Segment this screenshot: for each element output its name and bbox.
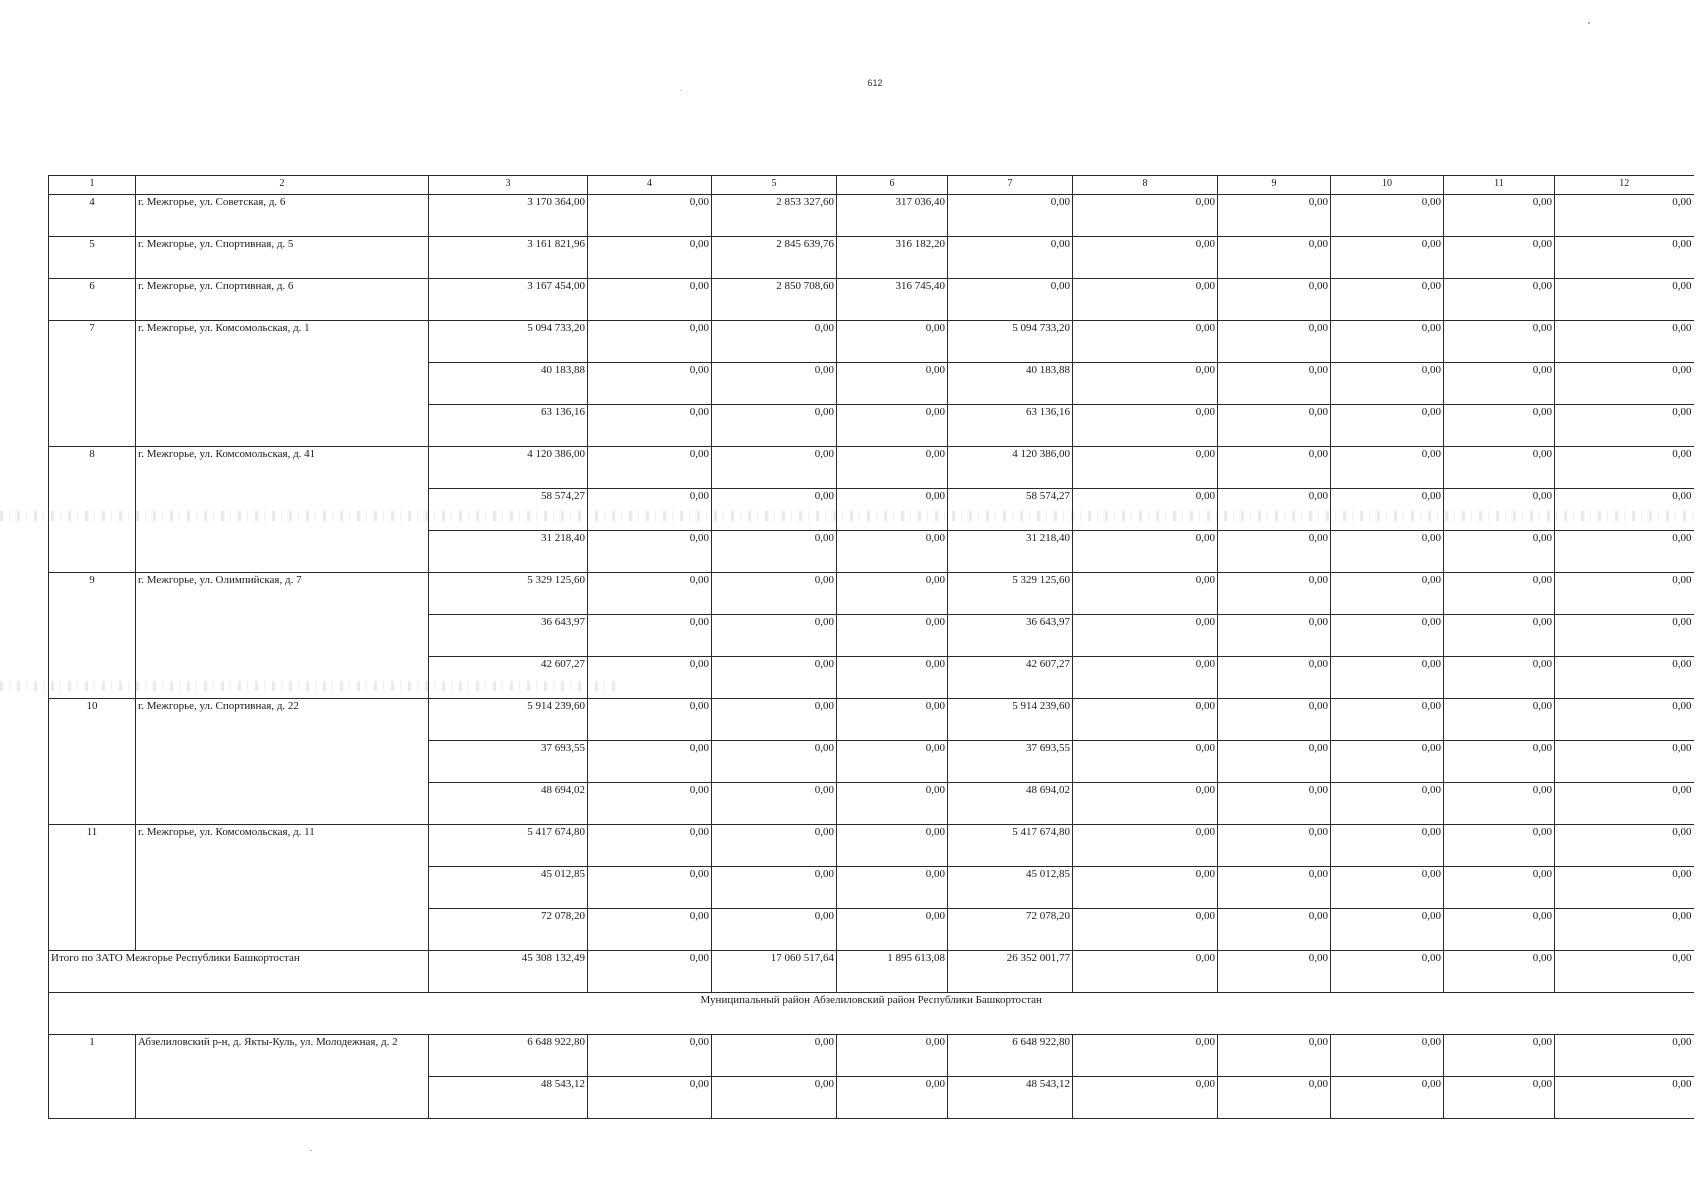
value-cell: 0,00 bbox=[712, 321, 837, 363]
value-cell: 48 543,12 bbox=[948, 1077, 1073, 1119]
total-value: 0,00 bbox=[1331, 951, 1444, 993]
value-cell: 0,00 bbox=[1444, 405, 1555, 447]
value-cell: 0,00 bbox=[1331, 1077, 1444, 1119]
value-cell: 0,00 bbox=[712, 489, 837, 531]
row-number: 8 bbox=[49, 447, 136, 573]
value-cell: 0,00 bbox=[837, 405, 948, 447]
value-cell: 0,00 bbox=[1073, 321, 1218, 363]
value-cell: 0,00 bbox=[588, 1035, 712, 1077]
value-cell: 0,00 bbox=[1444, 195, 1555, 237]
address-cell: г. Межгорье, ул. Олимпийская, д. 7 bbox=[136, 573, 429, 699]
value-cell: 0,00 bbox=[588, 531, 712, 573]
value-cell: 0,00 bbox=[712, 615, 837, 657]
section-heading: Муниципальный район Абзелиловский район Республики Башкортостан bbox=[49, 993, 1694, 1035]
value-cell: 0,00 bbox=[1555, 657, 1694, 699]
value-cell: 42 607,27 bbox=[429, 657, 588, 699]
table-row bbox=[49, 1035, 1694, 1077]
address-cell: г. Межгорье, ул. Спортивная, д. 22 bbox=[136, 699, 429, 825]
row-number: 1 bbox=[49, 1035, 136, 1119]
value-cell: 48 694,02 bbox=[429, 783, 588, 825]
value-cell: 0,00 bbox=[712, 867, 837, 909]
scan-speck bbox=[1588, 22, 1590, 24]
value-cell: 72 078,20 bbox=[948, 909, 1073, 951]
column-header: 8 bbox=[1073, 176, 1218, 195]
value-cell: 0,00 bbox=[837, 699, 948, 741]
value-cell: 0,00 bbox=[1331, 909, 1444, 951]
value-cell: 0,00 bbox=[1331, 657, 1444, 699]
value-cell: 0,00 bbox=[1555, 447, 1694, 489]
value-cell: 2 845 639,76 bbox=[712, 237, 837, 279]
value-cell: 48 543,12 bbox=[429, 1077, 588, 1119]
row-number: 9 bbox=[49, 573, 136, 699]
value-cell: 0,00 bbox=[712, 909, 837, 951]
value-cell: 0,00 bbox=[1444, 909, 1555, 951]
value-cell: 6 648 922,80 bbox=[948, 1035, 1073, 1077]
value-cell: 0,00 bbox=[1555, 279, 1694, 321]
value-cell: 40 183,88 bbox=[948, 363, 1073, 405]
value-cell: 2 850 708,60 bbox=[712, 279, 837, 321]
value-cell: 31 218,40 bbox=[948, 531, 1073, 573]
scan-speck bbox=[680, 90, 681, 91]
value-cell: 31 218,40 bbox=[429, 531, 588, 573]
value-cell: 0,00 bbox=[1073, 195, 1218, 237]
value-cell: 0,00 bbox=[712, 825, 837, 867]
value-cell: 0,00 bbox=[1218, 405, 1331, 447]
value-cell: 36 643,97 bbox=[948, 615, 1073, 657]
value-cell: 72 078,20 bbox=[429, 909, 588, 951]
value-cell: 0,00 bbox=[1331, 363, 1444, 405]
table-row bbox=[49, 447, 1694, 489]
value-cell: 45 012,85 bbox=[948, 867, 1073, 909]
value-cell: 0,00 bbox=[1331, 615, 1444, 657]
value-cell: 5 094 733,20 bbox=[429, 321, 588, 363]
row-number: 11 bbox=[49, 825, 136, 951]
value-cell: 0,00 bbox=[1444, 363, 1555, 405]
column-header: 3 bbox=[429, 176, 588, 195]
address-cell: г. Межгорье, ул. Комсомольская, д. 11 bbox=[136, 825, 429, 951]
value-cell: 0,00 bbox=[837, 615, 948, 657]
value-cell: 316 745,40 bbox=[837, 279, 948, 321]
value-cell: 0,00 bbox=[1218, 825, 1331, 867]
value-cell: 0,00 bbox=[1444, 657, 1555, 699]
value-cell: 0,00 bbox=[1331, 867, 1444, 909]
value-cell: 0,00 bbox=[1555, 909, 1694, 951]
value-cell: 0,00 bbox=[1555, 405, 1694, 447]
value-cell: 0,00 bbox=[1555, 237, 1694, 279]
value-cell: 0,00 bbox=[1444, 1035, 1555, 1077]
value-cell: 0,00 bbox=[1073, 657, 1218, 699]
value-cell: 0,00 bbox=[1555, 615, 1694, 657]
value-cell: 36 643,97 bbox=[429, 615, 588, 657]
value-cell: 0,00 bbox=[1218, 573, 1331, 615]
total-row bbox=[49, 951, 1694, 993]
total-value: 0,00 bbox=[1073, 951, 1218, 993]
value-cell: 0,00 bbox=[837, 657, 948, 699]
value-cell: 3 170 364,00 bbox=[429, 195, 588, 237]
scan-speck bbox=[310, 1150, 312, 1151]
value-cell: 5 417 674,80 bbox=[948, 825, 1073, 867]
value-cell: 0,00 bbox=[588, 699, 712, 741]
value-cell: 0,00 bbox=[1218, 237, 1331, 279]
value-cell: 0,00 bbox=[712, 699, 837, 741]
value-cell: 0,00 bbox=[1073, 1035, 1218, 1077]
value-cell: 0,00 bbox=[1218, 1035, 1331, 1077]
value-cell: 42 607,27 bbox=[948, 657, 1073, 699]
value-cell: 0,00 bbox=[588, 405, 712, 447]
table-row bbox=[49, 237, 1694, 279]
value-cell: 0,00 bbox=[712, 405, 837, 447]
value-cell: 0,00 bbox=[948, 237, 1073, 279]
value-cell: 0,00 bbox=[1218, 279, 1331, 321]
value-cell: 0,00 bbox=[1218, 615, 1331, 657]
value-cell: 0,00 bbox=[1444, 699, 1555, 741]
value-cell: 0,00 bbox=[1073, 531, 1218, 573]
value-cell: 0,00 bbox=[1073, 489, 1218, 531]
column-header: 4 bbox=[588, 176, 712, 195]
value-cell: 0,00 bbox=[1218, 363, 1331, 405]
value-cell: 0,00 bbox=[1444, 867, 1555, 909]
value-cell: 0,00 bbox=[1555, 867, 1694, 909]
value-cell: 0,00 bbox=[1331, 321, 1444, 363]
value-cell: 0,00 bbox=[1555, 825, 1694, 867]
total-value: 0,00 bbox=[1555, 951, 1694, 993]
value-cell: 37 693,55 bbox=[429, 741, 588, 783]
value-cell: 0,00 bbox=[1073, 573, 1218, 615]
total-value: 0,00 bbox=[1218, 951, 1331, 993]
value-cell: 58 574,27 bbox=[948, 489, 1073, 531]
value-cell: 0,00 bbox=[1073, 825, 1218, 867]
table-row bbox=[49, 279, 1694, 321]
value-cell: 0,00 bbox=[588, 825, 712, 867]
value-cell: 317 036,40 bbox=[837, 195, 948, 237]
address-cell: г. Межгорье, ул. Комсомольская, д. 1 bbox=[136, 321, 429, 447]
value-cell: 0,00 bbox=[1444, 741, 1555, 783]
value-cell: 0,00 bbox=[837, 1035, 948, 1077]
value-cell: 0,00 bbox=[588, 279, 712, 321]
value-cell: 0,00 bbox=[588, 1077, 712, 1119]
value-cell: 0,00 bbox=[1555, 531, 1694, 573]
value-cell: 0,00 bbox=[948, 279, 1073, 321]
value-cell: 0,00 bbox=[712, 531, 837, 573]
value-cell: 0,00 bbox=[837, 489, 948, 531]
value-cell: 63 136,16 bbox=[429, 405, 588, 447]
value-cell: 0,00 bbox=[1555, 363, 1694, 405]
column-header: 2 bbox=[136, 176, 429, 195]
value-cell: 6 648 922,80 bbox=[429, 1035, 588, 1077]
value-cell: 0,00 bbox=[588, 615, 712, 657]
value-cell: 5 914 239,60 bbox=[429, 699, 588, 741]
value-cell: 0,00 bbox=[712, 1035, 837, 1077]
value-cell: 0,00 bbox=[1218, 1077, 1331, 1119]
value-cell: 0,00 bbox=[837, 867, 948, 909]
value-cell: 0,00 bbox=[1073, 363, 1218, 405]
value-cell: 0,00 bbox=[1331, 825, 1444, 867]
total-value: 26 352 001,77 bbox=[948, 951, 1073, 993]
value-cell: 0,00 bbox=[588, 321, 712, 363]
value-cell: 0,00 bbox=[837, 783, 948, 825]
value-cell: 0,00 bbox=[1218, 867, 1331, 909]
value-cell: 0,00 bbox=[1218, 531, 1331, 573]
data-table bbox=[48, 175, 1694, 1119]
value-cell: 0,00 bbox=[1331, 531, 1444, 573]
value-cell: 3 167 454,00 bbox=[429, 279, 588, 321]
total-label: Итого по ЗАТО Межгорье Республики Башкортостан bbox=[49, 951, 429, 993]
value-cell: 0,00 bbox=[1331, 1035, 1444, 1077]
column-header: 11 bbox=[1444, 176, 1555, 195]
value-cell: 0,00 bbox=[588, 909, 712, 951]
table-row bbox=[49, 699, 1694, 741]
value-cell: 0,00 bbox=[712, 447, 837, 489]
address-cell: г. Межгорье, ул. Спортивная, д. 6 bbox=[136, 279, 429, 321]
value-cell: 0,00 bbox=[1218, 447, 1331, 489]
value-cell: 0,00 bbox=[588, 573, 712, 615]
value-cell: 0,00 bbox=[1218, 699, 1331, 741]
value-cell: 0,00 bbox=[1073, 867, 1218, 909]
value-cell: 0,00 bbox=[1218, 741, 1331, 783]
value-cell: 2 853 327,60 bbox=[712, 195, 837, 237]
value-cell: 0,00 bbox=[1331, 195, 1444, 237]
value-cell: 0,00 bbox=[1444, 279, 1555, 321]
value-cell: 0,00 bbox=[1331, 741, 1444, 783]
value-cell: 0,00 bbox=[1444, 573, 1555, 615]
value-cell: 0,00 bbox=[1444, 237, 1555, 279]
value-cell: 0,00 bbox=[712, 657, 837, 699]
value-cell: 0,00 bbox=[1073, 1077, 1218, 1119]
value-cell: 0,00 bbox=[837, 825, 948, 867]
value-cell: 5 417 674,80 bbox=[429, 825, 588, 867]
header-row bbox=[49, 176, 1694, 195]
row-number: 7 bbox=[49, 321, 136, 447]
value-cell: 0,00 bbox=[1331, 783, 1444, 825]
value-cell: 0,00 bbox=[1073, 909, 1218, 951]
value-cell: 0,00 bbox=[588, 237, 712, 279]
value-cell: 48 694,02 bbox=[948, 783, 1073, 825]
value-cell: 0,00 bbox=[837, 363, 948, 405]
value-cell: 0,00 bbox=[588, 489, 712, 531]
table-row bbox=[49, 573, 1694, 615]
table-row bbox=[49, 195, 1694, 237]
value-cell: 0,00 bbox=[1331, 279, 1444, 321]
value-cell: 4 120 386,00 bbox=[429, 447, 588, 489]
row-number: 6 bbox=[49, 279, 136, 321]
value-cell: 0,00 bbox=[1073, 783, 1218, 825]
value-cell: 0,00 bbox=[1444, 321, 1555, 363]
row-number: 5 bbox=[49, 237, 136, 279]
value-cell: 0,00 bbox=[1073, 699, 1218, 741]
value-cell: 0,00 bbox=[712, 573, 837, 615]
value-cell: 0,00 bbox=[1444, 615, 1555, 657]
total-value: 0,00 bbox=[1444, 951, 1555, 993]
value-cell: 0,00 bbox=[1331, 573, 1444, 615]
value-cell: 0,00 bbox=[588, 783, 712, 825]
value-cell: 0,00 bbox=[1444, 489, 1555, 531]
section-row bbox=[49, 993, 1694, 1035]
value-cell: 0,00 bbox=[588, 741, 712, 783]
value-cell: 0,00 bbox=[1218, 195, 1331, 237]
value-cell: 0,00 bbox=[1444, 531, 1555, 573]
value-cell: 0,00 bbox=[1555, 741, 1694, 783]
value-cell: 0,00 bbox=[1073, 741, 1218, 783]
value-cell: 0,00 bbox=[1444, 825, 1555, 867]
value-cell: 0,00 bbox=[837, 573, 948, 615]
value-cell: 0,00 bbox=[948, 195, 1073, 237]
value-cell: 4 120 386,00 bbox=[948, 447, 1073, 489]
value-cell: 0,00 bbox=[1073, 279, 1218, 321]
value-cell: 5 094 733,20 bbox=[948, 321, 1073, 363]
value-cell: 58 574,27 bbox=[429, 489, 588, 531]
total-value: 1 895 613,08 bbox=[837, 951, 948, 993]
row-number: 4 bbox=[49, 195, 136, 237]
value-cell: 5 914 239,60 bbox=[948, 699, 1073, 741]
value-cell: 0,00 bbox=[1444, 783, 1555, 825]
value-cell: 0,00 bbox=[1555, 573, 1694, 615]
value-cell: 0,00 bbox=[712, 1077, 837, 1119]
page-number: 612 bbox=[867, 78, 883, 88]
value-cell: 0,00 bbox=[1331, 237, 1444, 279]
column-header: 7 bbox=[948, 176, 1073, 195]
table-row bbox=[49, 825, 1694, 867]
value-cell: 0,00 bbox=[1555, 699, 1694, 741]
value-cell: 0,00 bbox=[1073, 237, 1218, 279]
column-header: 12 bbox=[1555, 176, 1694, 195]
value-cell: 0,00 bbox=[588, 363, 712, 405]
row-number: 10 bbox=[49, 699, 136, 825]
value-cell: 0,00 bbox=[1555, 489, 1694, 531]
value-cell: 0,00 bbox=[837, 531, 948, 573]
value-cell: 5 329 125,60 bbox=[948, 573, 1073, 615]
value-cell: 0,00 bbox=[1331, 447, 1444, 489]
value-cell: 5 329 125,60 bbox=[429, 573, 588, 615]
value-cell: 0,00 bbox=[712, 741, 837, 783]
value-cell: 0,00 bbox=[1331, 699, 1444, 741]
value-cell: 0,00 bbox=[837, 447, 948, 489]
value-cell: 0,00 bbox=[712, 363, 837, 405]
value-cell: 0,00 bbox=[1073, 405, 1218, 447]
address-cell: г. Межгорье, ул. Советская, д. 6 bbox=[136, 195, 429, 237]
value-cell: 316 182,20 bbox=[837, 237, 948, 279]
value-cell: 3 161 821,96 bbox=[429, 237, 588, 279]
value-cell: 40 183,88 bbox=[429, 363, 588, 405]
value-cell: 0,00 bbox=[1555, 783, 1694, 825]
value-cell: 0,00 bbox=[588, 657, 712, 699]
value-cell: 0,00 bbox=[1444, 447, 1555, 489]
value-cell: 37 693,55 bbox=[948, 741, 1073, 783]
address-cell: г. Межгорье, ул. Комсомольская, д. 41 bbox=[136, 447, 429, 573]
total-value: 17 060 517,64 bbox=[712, 951, 837, 993]
value-cell: 0,00 bbox=[837, 741, 948, 783]
column-header: 1 bbox=[49, 176, 136, 195]
value-cell: 0,00 bbox=[1444, 1077, 1555, 1119]
column-header: 10 bbox=[1331, 176, 1444, 195]
value-cell: 0,00 bbox=[837, 321, 948, 363]
value-cell: 0,00 bbox=[1218, 783, 1331, 825]
value-cell: 0,00 bbox=[837, 1077, 948, 1119]
column-header: 9 bbox=[1218, 176, 1331, 195]
value-cell: 0,00 bbox=[1555, 321, 1694, 363]
value-cell: 0,00 bbox=[1331, 489, 1444, 531]
value-cell: 0,00 bbox=[1073, 615, 1218, 657]
value-cell: 0,00 bbox=[837, 909, 948, 951]
value-cell: 0,00 bbox=[588, 867, 712, 909]
total-value: 0,00 bbox=[588, 951, 712, 993]
address-cell: Абзелиловский р-н, д. Якты-Куль, ул. Молодежная, д. 2 bbox=[136, 1035, 429, 1119]
value-cell: 0,00 bbox=[1555, 1035, 1694, 1077]
value-cell: 0,00 bbox=[1331, 405, 1444, 447]
value-cell: 0,00 bbox=[1555, 1077, 1694, 1119]
value-cell: 0,00 bbox=[1555, 195, 1694, 237]
column-header: 5 bbox=[712, 176, 837, 195]
column-header: 6 bbox=[837, 176, 948, 195]
total-value: 45 308 132,49 bbox=[429, 951, 588, 993]
value-cell: 0,00 bbox=[1073, 447, 1218, 489]
value-cell: 0,00 bbox=[1218, 321, 1331, 363]
value-cell: 0,00 bbox=[1218, 489, 1331, 531]
value-cell: 63 136,16 bbox=[948, 405, 1073, 447]
value-cell: 0,00 bbox=[588, 447, 712, 489]
value-cell: 0,00 bbox=[588, 195, 712, 237]
address-cell: г. Межгорье, ул. Спортивная, д. 5 bbox=[136, 237, 429, 279]
table-row bbox=[49, 321, 1694, 363]
value-cell: 0,00 bbox=[1218, 657, 1331, 699]
value-cell: 0,00 bbox=[1218, 909, 1331, 951]
value-cell: 0,00 bbox=[712, 783, 837, 825]
value-cell: 45 012,85 bbox=[429, 867, 588, 909]
